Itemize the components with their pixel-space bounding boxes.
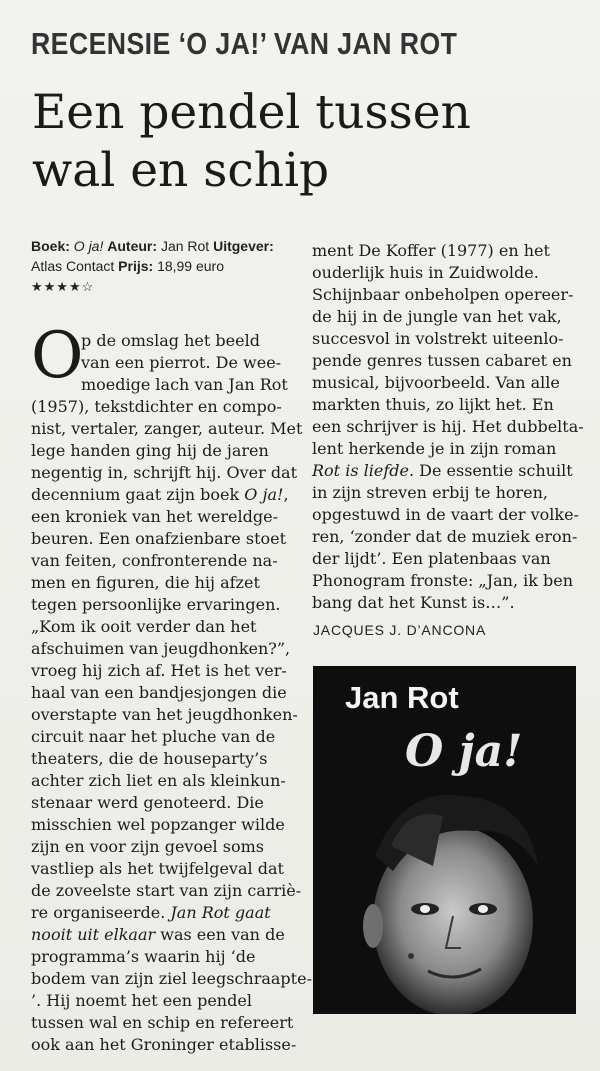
text-segment: musical, bijvoorbeeld. Van alle [312,373,560,392]
book-label: Boek: [31,238,70,254]
text-segment: de hij in de jungle van het vak, [312,307,562,326]
text-segment: ’. Hij noemt het een pendel [31,991,252,1010]
article-line [312,504,592,526]
article-line [31,990,311,1012]
italic-text: Rot is liefde [312,461,409,480]
article-line [31,858,311,880]
text-segment: . De essentie schuilt [408,461,573,480]
article-line [31,616,311,638]
cover-author-text: Jan Rot [345,680,459,715]
article-line [31,792,311,814]
text-segment: beuren. Een onafzienbare stoet [31,529,287,548]
text-segment: ook aan het Groninger etablisse- [31,1035,297,1054]
text-segment: circuit naar het pluche van de [31,727,276,746]
text-segment: zijn en voor zijn gevoel soms [31,837,264,856]
article-line [312,592,592,614]
cover-portrait-photo [313,666,576,1014]
article-line [31,484,311,506]
text-segment: opgestuwd in de vaart der volke- [312,505,579,524]
article-line [31,1012,311,1034]
text-segment: de zoveelste start van zijn carriè- [31,881,302,900]
article-line [31,946,311,968]
text-segment: theaters, die de houseparty’s [31,749,268,768]
price-value: 18,99 euro [157,258,225,274]
article-line [31,748,311,770]
text-segment: lent herkende je in zijn roman [312,439,557,458]
book-info-box [31,236,301,297]
article-line [312,240,592,262]
article-line [31,462,311,484]
headline [32,84,471,200]
text-segment: stenaar werd genoteerd. Die [31,793,264,812]
article-line [31,418,311,440]
article-line [312,438,592,460]
text-segment: re organiseerde. [31,903,171,922]
article-line [31,374,311,396]
text-segment: overstapte van het jeugdhonken- [31,705,298,724]
article-line [312,262,592,284]
article-line [31,770,311,792]
price-label: Prijs: [118,258,154,274]
text-segment: moedige lach van Jan Rot [81,375,288,394]
article-line [312,526,592,548]
article-line [31,836,311,858]
headline-line-1: Een pendel tussen [32,85,471,140]
text-segment: nist, vertaler, zanger, auteur. Met [31,419,303,438]
text-segment: negentig in, schrijft hij. Over dat [31,463,298,482]
text-segment: p de omslag het beeld [81,331,260,350]
italic-text: O ja! [244,485,284,504]
article-line [312,284,592,306]
text-segment: ment De Koffer (1977) en het [312,241,550,260]
article-line [312,460,592,482]
publisher-label: Uitgever: [213,238,274,254]
star-rating: ★★★★☆ [31,279,95,294]
text-segment: ouderlijk huis in Zuidwolde. [312,263,539,282]
article-line [31,880,311,902]
section-kicker: RECENSIE ‘O JA!’ VAN JAN ROT [31,26,458,61]
text-segment: ren, ‘zonder dat de muziek eron- [312,527,578,546]
text-segment: succesvol in volstrekt uiteenlo- [312,329,564,348]
text-segment: „Kom ik ooit verder dan het [31,617,257,636]
article-line [312,350,592,372]
text-segment: afschuimen van jeugdhonken?”, [31,639,291,658]
text-segment: lege handen ging hij de jaren [31,441,269,460]
article-line [31,660,311,682]
text-segment: programma’s waarin hij ‘de [31,947,256,966]
text-segment: achter zich liet en als kleinkun- [31,771,286,790]
text-segment: haal van een bandjesjongen die [31,683,287,702]
article-line [31,572,311,594]
article-line [31,1034,311,1056]
cover-title-text: O ja! [405,726,523,777]
text-segment: van feiten, confronterende na- [31,551,278,570]
article-line [312,548,592,570]
text-segment: der lijdt’. Een platenbaas van [312,549,551,568]
headline-line-2: wal en schip [32,143,330,198]
article-line [31,550,311,572]
book-title: O ja! [73,238,104,254]
article-line [31,440,311,462]
text-segment: vroeg hij zich af. Het is het ver- [31,661,287,680]
article-line [312,394,592,416]
article-line [31,396,311,418]
text-segment: een schrijver is hij. Het dubbelta- [312,417,584,436]
article-line [312,306,592,328]
book-cover-image [313,666,576,1014]
text-segment: Schijnbaar onbeholpen opereer- [312,285,574,304]
article-line [312,416,592,438]
article-column-right [312,240,592,614]
text-segment: bodem van zijn ziel leegschraapte- [31,969,312,988]
italic-text: Jan Rot gaat [170,903,271,922]
text-segment: tegen persoonlijke ervaringen. [31,595,281,614]
text-segment: was een van de [155,925,285,944]
author-label: Auteur: [107,238,158,254]
text-segment: van een pierrot. De wee- [81,353,282,372]
article-line [31,330,311,352]
article-line [31,924,311,946]
article-line [31,528,311,550]
article-line [312,328,592,350]
article-line [312,482,592,504]
article-line [31,352,311,374]
text-segment: decennium gaat zijn boek [31,485,245,504]
article-line [31,594,311,616]
text-segment: , [283,485,289,504]
article-line [31,968,311,990]
text-segment: een kroniek van het wereldge- [31,507,278,526]
text-segment: (1957), tekstdichter en compo- [31,397,282,416]
article-line [31,814,311,836]
drop-cap: O [31,319,84,393]
article-column-left [31,330,311,1056]
italic-text: nooit uit elkaar [31,925,156,944]
article-line [31,682,311,704]
article-line [31,704,311,726]
text-segment: tussen wal en schip en refereert [31,1013,294,1032]
text-segment: vastliep als het twijfelgeval dat [31,859,284,878]
text-segment: in zijn streven erbij te horen, [312,483,549,502]
article-line [312,372,592,394]
byline: JACQUES J. D’ANCONA [313,622,487,638]
text-segment: misschien wel popzanger wilde [31,815,285,834]
publisher-name: Atlas Contact [31,258,115,274]
article-line [31,902,311,924]
text-segment: markten thuis, zo lijkt het. En [312,395,554,414]
text-segment: pende genres tussen cabaret en [312,351,572,370]
text-segment: bang dat het Kunst is…”. [312,593,515,612]
article-line [31,638,311,660]
text-segment: men en figuren, die hij afzet [31,573,260,592]
author-name: Jan Rot [160,238,210,254]
article-line [31,726,311,748]
article-line [312,570,592,592]
text-segment: Phonogram fronste: „Jan, ik ben [312,571,574,590]
article-line [31,506,311,528]
